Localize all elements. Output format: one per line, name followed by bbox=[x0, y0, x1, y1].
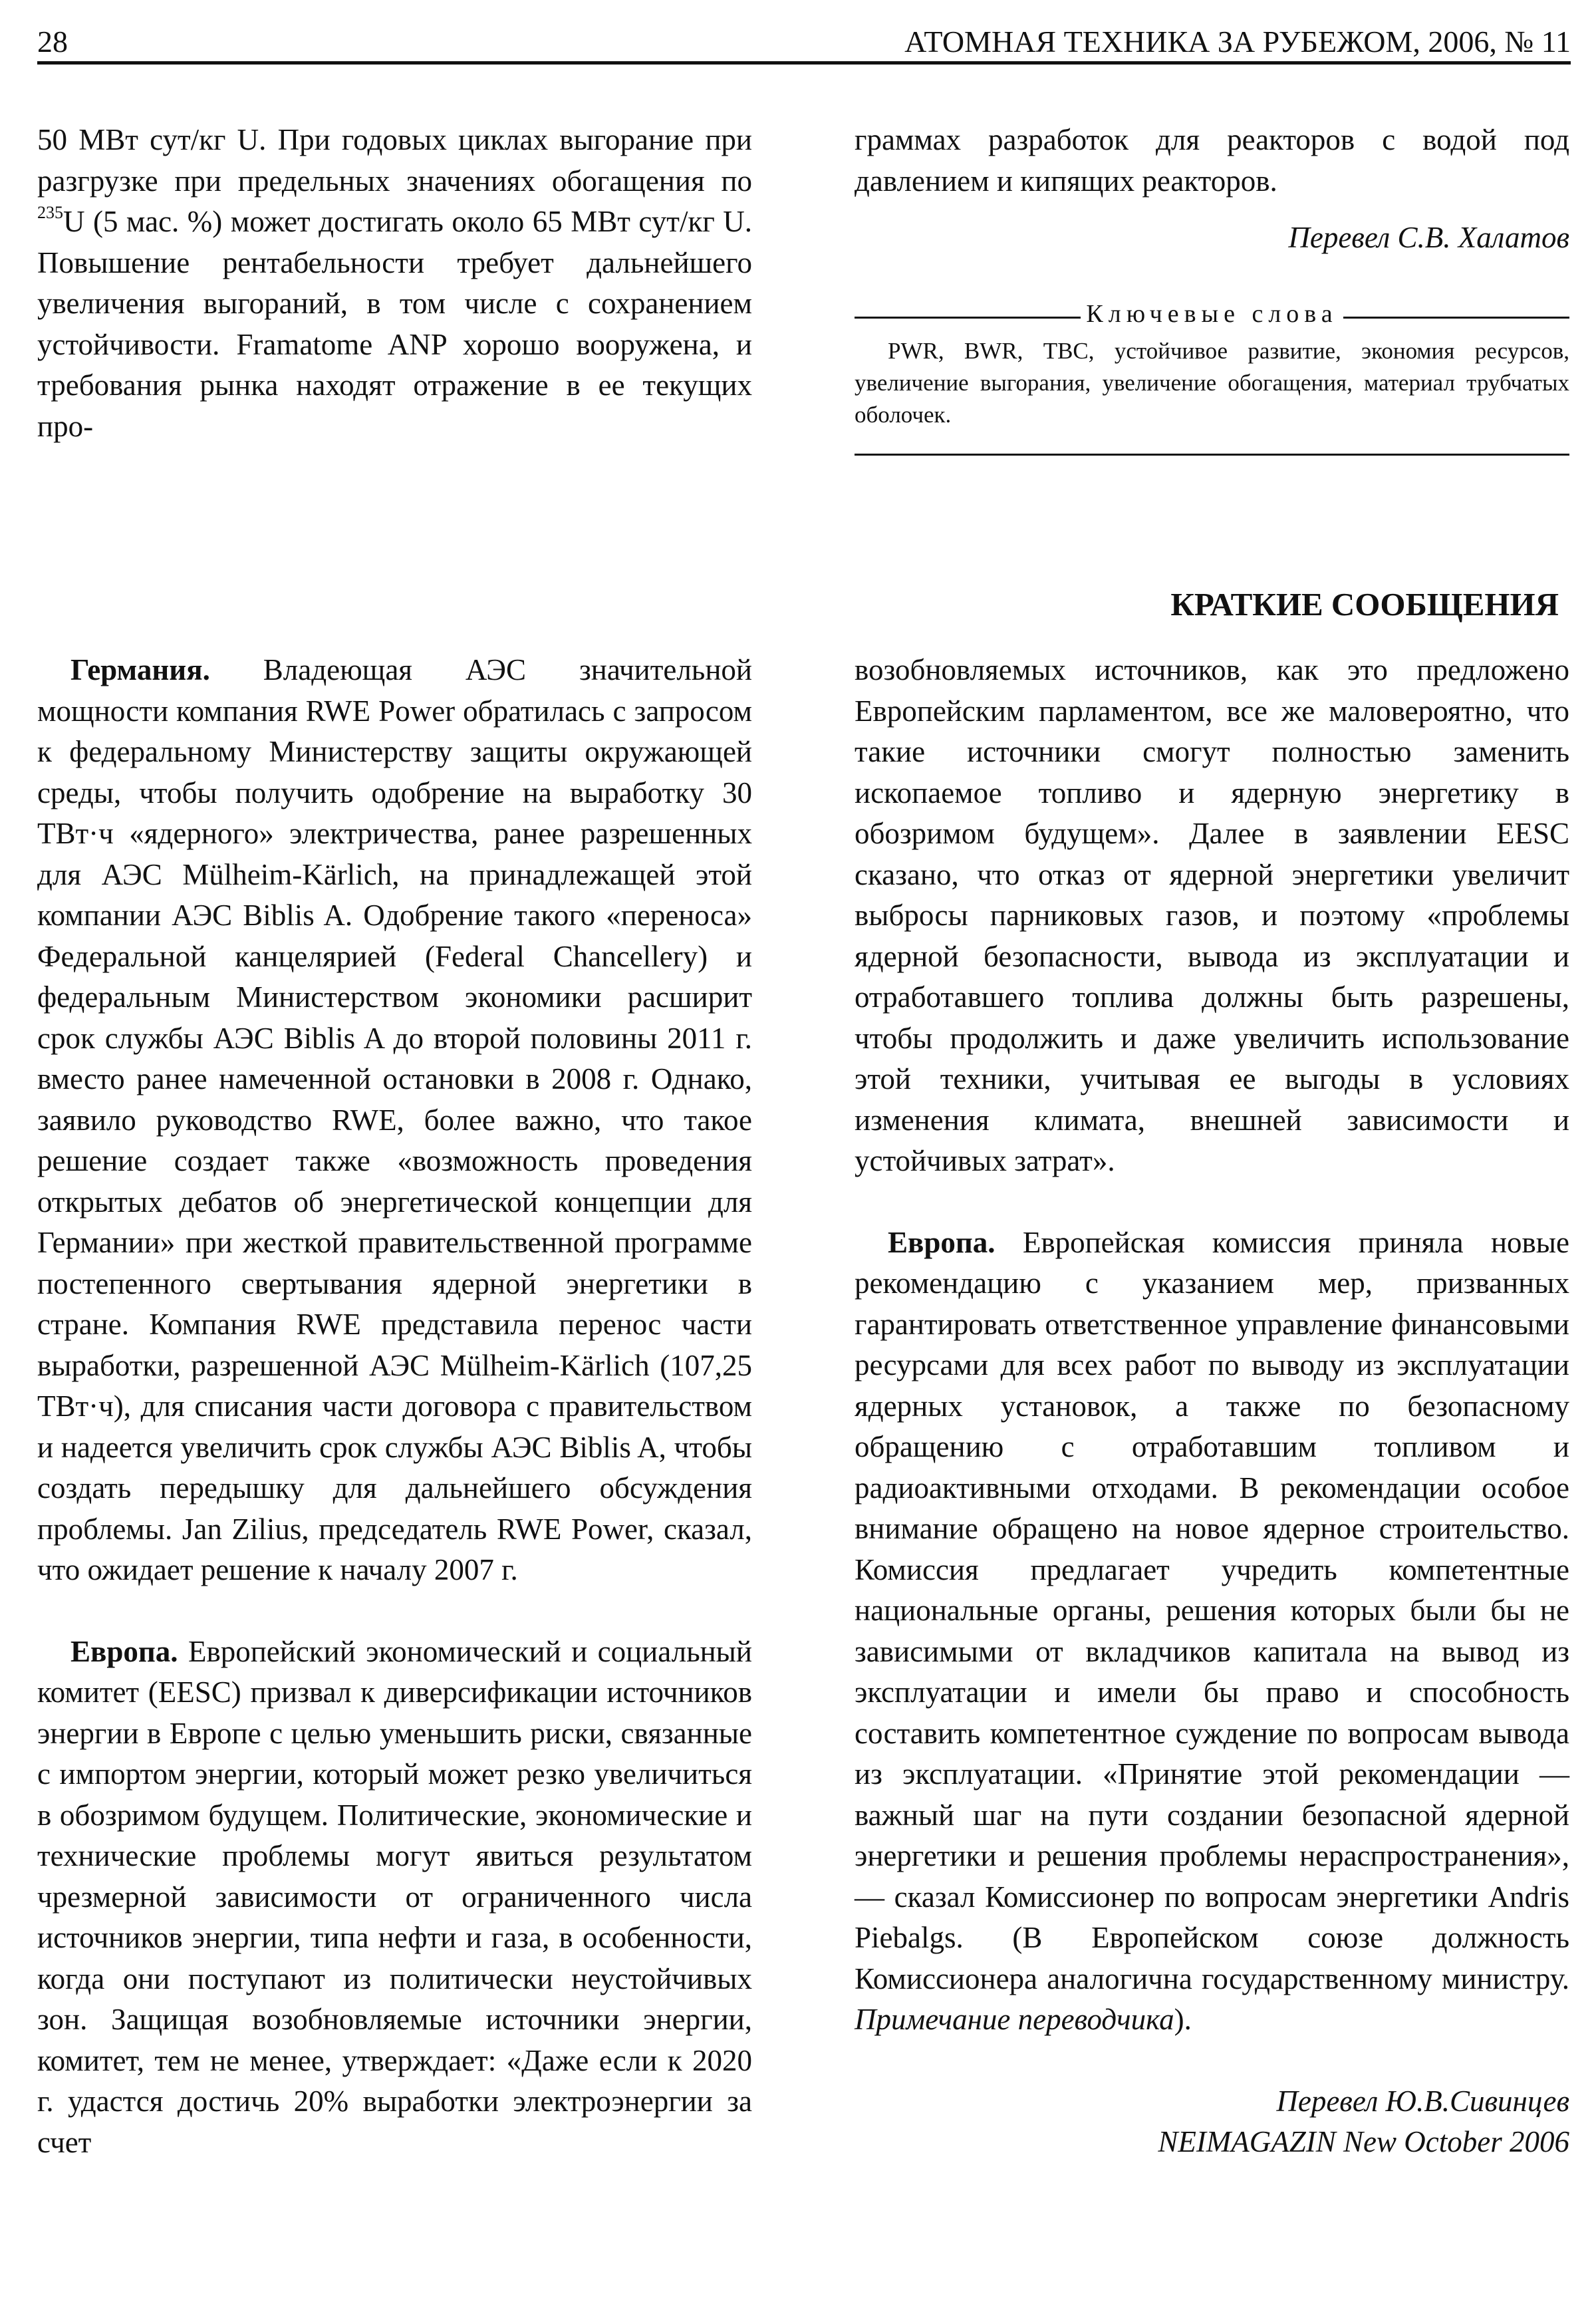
section-title: КРАТКИЕ СООБЩЕНИЯ bbox=[1170, 586, 1559, 623]
keywords-text: PWR, BWR, ТВС, устойчивое развитие, экономия ресурсов, увеличение выгорания, увеличение обогащения, материал трубчатых оболочек. bbox=[855, 338, 1569, 428]
news-text-europe-2: Европейская комиссия приняла новые рекомендацию с указанием мер, призванных гарантировать ответственное управление финансовыми ресурсами для всех работ по выводу из эксплуатации ядерных установок, а также по безопасному обращению с отработавшим топливом и радиоактивными отходами. В рекомендации особое внимание обращено на новое ядерное строительство. Комиссия предлагает учредить компетентные национальные органы, решения которых были бы не зависимыми от вкладчиков капитала на вывод из эксплуатации и имели бы право и способность составить компетентное суждение по вопросам вывода из эксплуатации. «Принятие этой рекомендации — важный шаг на пути создании безопасной ядерной энергетики и решения проблемы нераспространения», — сказал Комиссионер по вопросам энергетики Andris Piebalgs. (В Европейском союзе должность Комиссионера аналогична государственному министру. bbox=[855, 1225, 1569, 1995]
translator-credit-2: Перевел Ю.В.Сивинцев bbox=[1276, 2084, 1569, 2118]
article-end-continued: граммах разработок для реакторов с водой под давлением и кипящих реакторов. bbox=[855, 123, 1569, 198]
keywords-title-text: Ключевые слова bbox=[1081, 300, 1343, 328]
translator-note: Примечание переводчика bbox=[855, 2003, 1174, 2036]
article-end-right bbox=[855, 120, 1569, 259]
news-text-europe-1: Европейский экономический и социальный комитет (EESC) призвал к диверсификации источников энергии в Европе с целью уменьшить риски, связанные с импортом энергии, который может резко увеличиться в обозримом будущем. Политические, экономические и технические проблемы могут явиться результатом чрезмерной зависимости от ограниченного числа источников энергии, типа нефти и газа, в особенности, когда они поступают из политически неустойчивых зон. Защищая возобновляемые источники энергии, комитет, тем не менее, утверждает: «Даже если к 2020 г. удастся достичь 20% выработки электроэнергии за счет bbox=[37, 1634, 752, 2159]
page-number: 28 bbox=[37, 25, 68, 59]
news-left-column bbox=[37, 650, 752, 2163]
news-europe-1-continued: возобновляемых источников, как это предложено Европейским парламентом, все же маловероятно, что такие источники смогут полностью заменить ископаемое топливо и ядерную энергетику в обозримом будущем». Далее в заявлении EESC сказано, что отказ от ядерной энергетики увеличит выбросы парниковых газов, и поэтому «проблемы ядерной безопасности, вывода из эксплуатации и отработавшего топлива должны быть разрешены, чтобы продолжить и даже увеличить использование этой техники, учитывая ее выгоды в условиях изменения климата, внешней зависимости и устойчивых затрат». bbox=[855, 653, 1569, 1177]
translator-credit-1: Перевел С.В. Халатов bbox=[1288, 221, 1569, 254]
news-text-germany: Владеющая АЭС значительной мощности компания RWE Power обратилась с запросом к федеральному Министерству защиты окружающей среды, чтобы получить одобрение на выработку 30 ТВт·ч «ядерного» электричества, ранее разрешенных для АЭС Mülheim-Kärlich, на принадлежащей этой компании АЭС Biblis A. Одобрение такого «переноса» Федеральной канцелярией (Federal Chancellery) и федеральным Министерством экономики расширит срок службы АЭС Biblis A до второй половины 2011 г. вместо ранее намеченной остановки в 2008 г. Однако, заявило руководство RWE, более важно, что такое решение создает также «возможность проведения открытых дебатов об энергетической концепции для Германии» при жесткой правительственной программе постепенного свертывания ядерной энергетики в стране. Компания RWE представила перенос части выработки, разрешенной АЭС Mülheim-Kärlich (107,25 ТВт·ч), для списания части договора с правительством и надеется увеличить срок службы АЭС Biblis A, чтобы создать передышку для дальнейшего обсуждения проблемы. Jan Zilius, председатель RWE Power, сказал, что ожидает решение к началу 2007 г. bbox=[37, 653, 752, 1586]
article-text-1: 50 МВт сут/кг U. При годовых циклах выгорание при разгрузке при предельных значениях обогащения по bbox=[37, 123, 752, 198]
news-heading-europe-2: Европа. bbox=[888, 1225, 996, 1259]
article-end-paragraph bbox=[37, 120, 752, 447]
news-heading-germany: Германия. bbox=[70, 653, 210, 686]
keywords-title bbox=[855, 299, 1569, 333]
page-header bbox=[37, 20, 1571, 60]
news-germany bbox=[37, 650, 752, 1591]
header-rule bbox=[37, 61, 1571, 65]
news-right-column bbox=[855, 650, 1569, 2163]
article-text-2: U (5 мас. %) может достигать около 65 МВт сут/кг U. Повышение рентабельности требует дальнейшего увеличения выгораний, в том числе с сохранением устойчивости. Framatome ANP хорошо вооружена, и требования рынка находят отражение в ее текущих про- bbox=[37, 205, 752, 443]
journal-title: АТОМНАЯ ТЕХНИКА ЗА РУБЕЖОМ, 2006, № 11 bbox=[904, 25, 1571, 59]
source-credit: NEIMAGAZIN New October 2006 bbox=[1158, 2125, 1569, 2158]
news-heading-europe-1: Европа. bbox=[70, 1634, 178, 1668]
news-text-close: ). bbox=[1174, 2003, 1192, 2036]
news-europe-2 bbox=[855, 1223, 1569, 2041]
keywords-box bbox=[855, 299, 1569, 456]
isotope-superscript: 235 bbox=[37, 203, 63, 222]
news-europe-1 bbox=[37, 1632, 752, 2164]
article-end-left bbox=[37, 120, 752, 447]
keywords-bottom-rule bbox=[855, 454, 1569, 456]
